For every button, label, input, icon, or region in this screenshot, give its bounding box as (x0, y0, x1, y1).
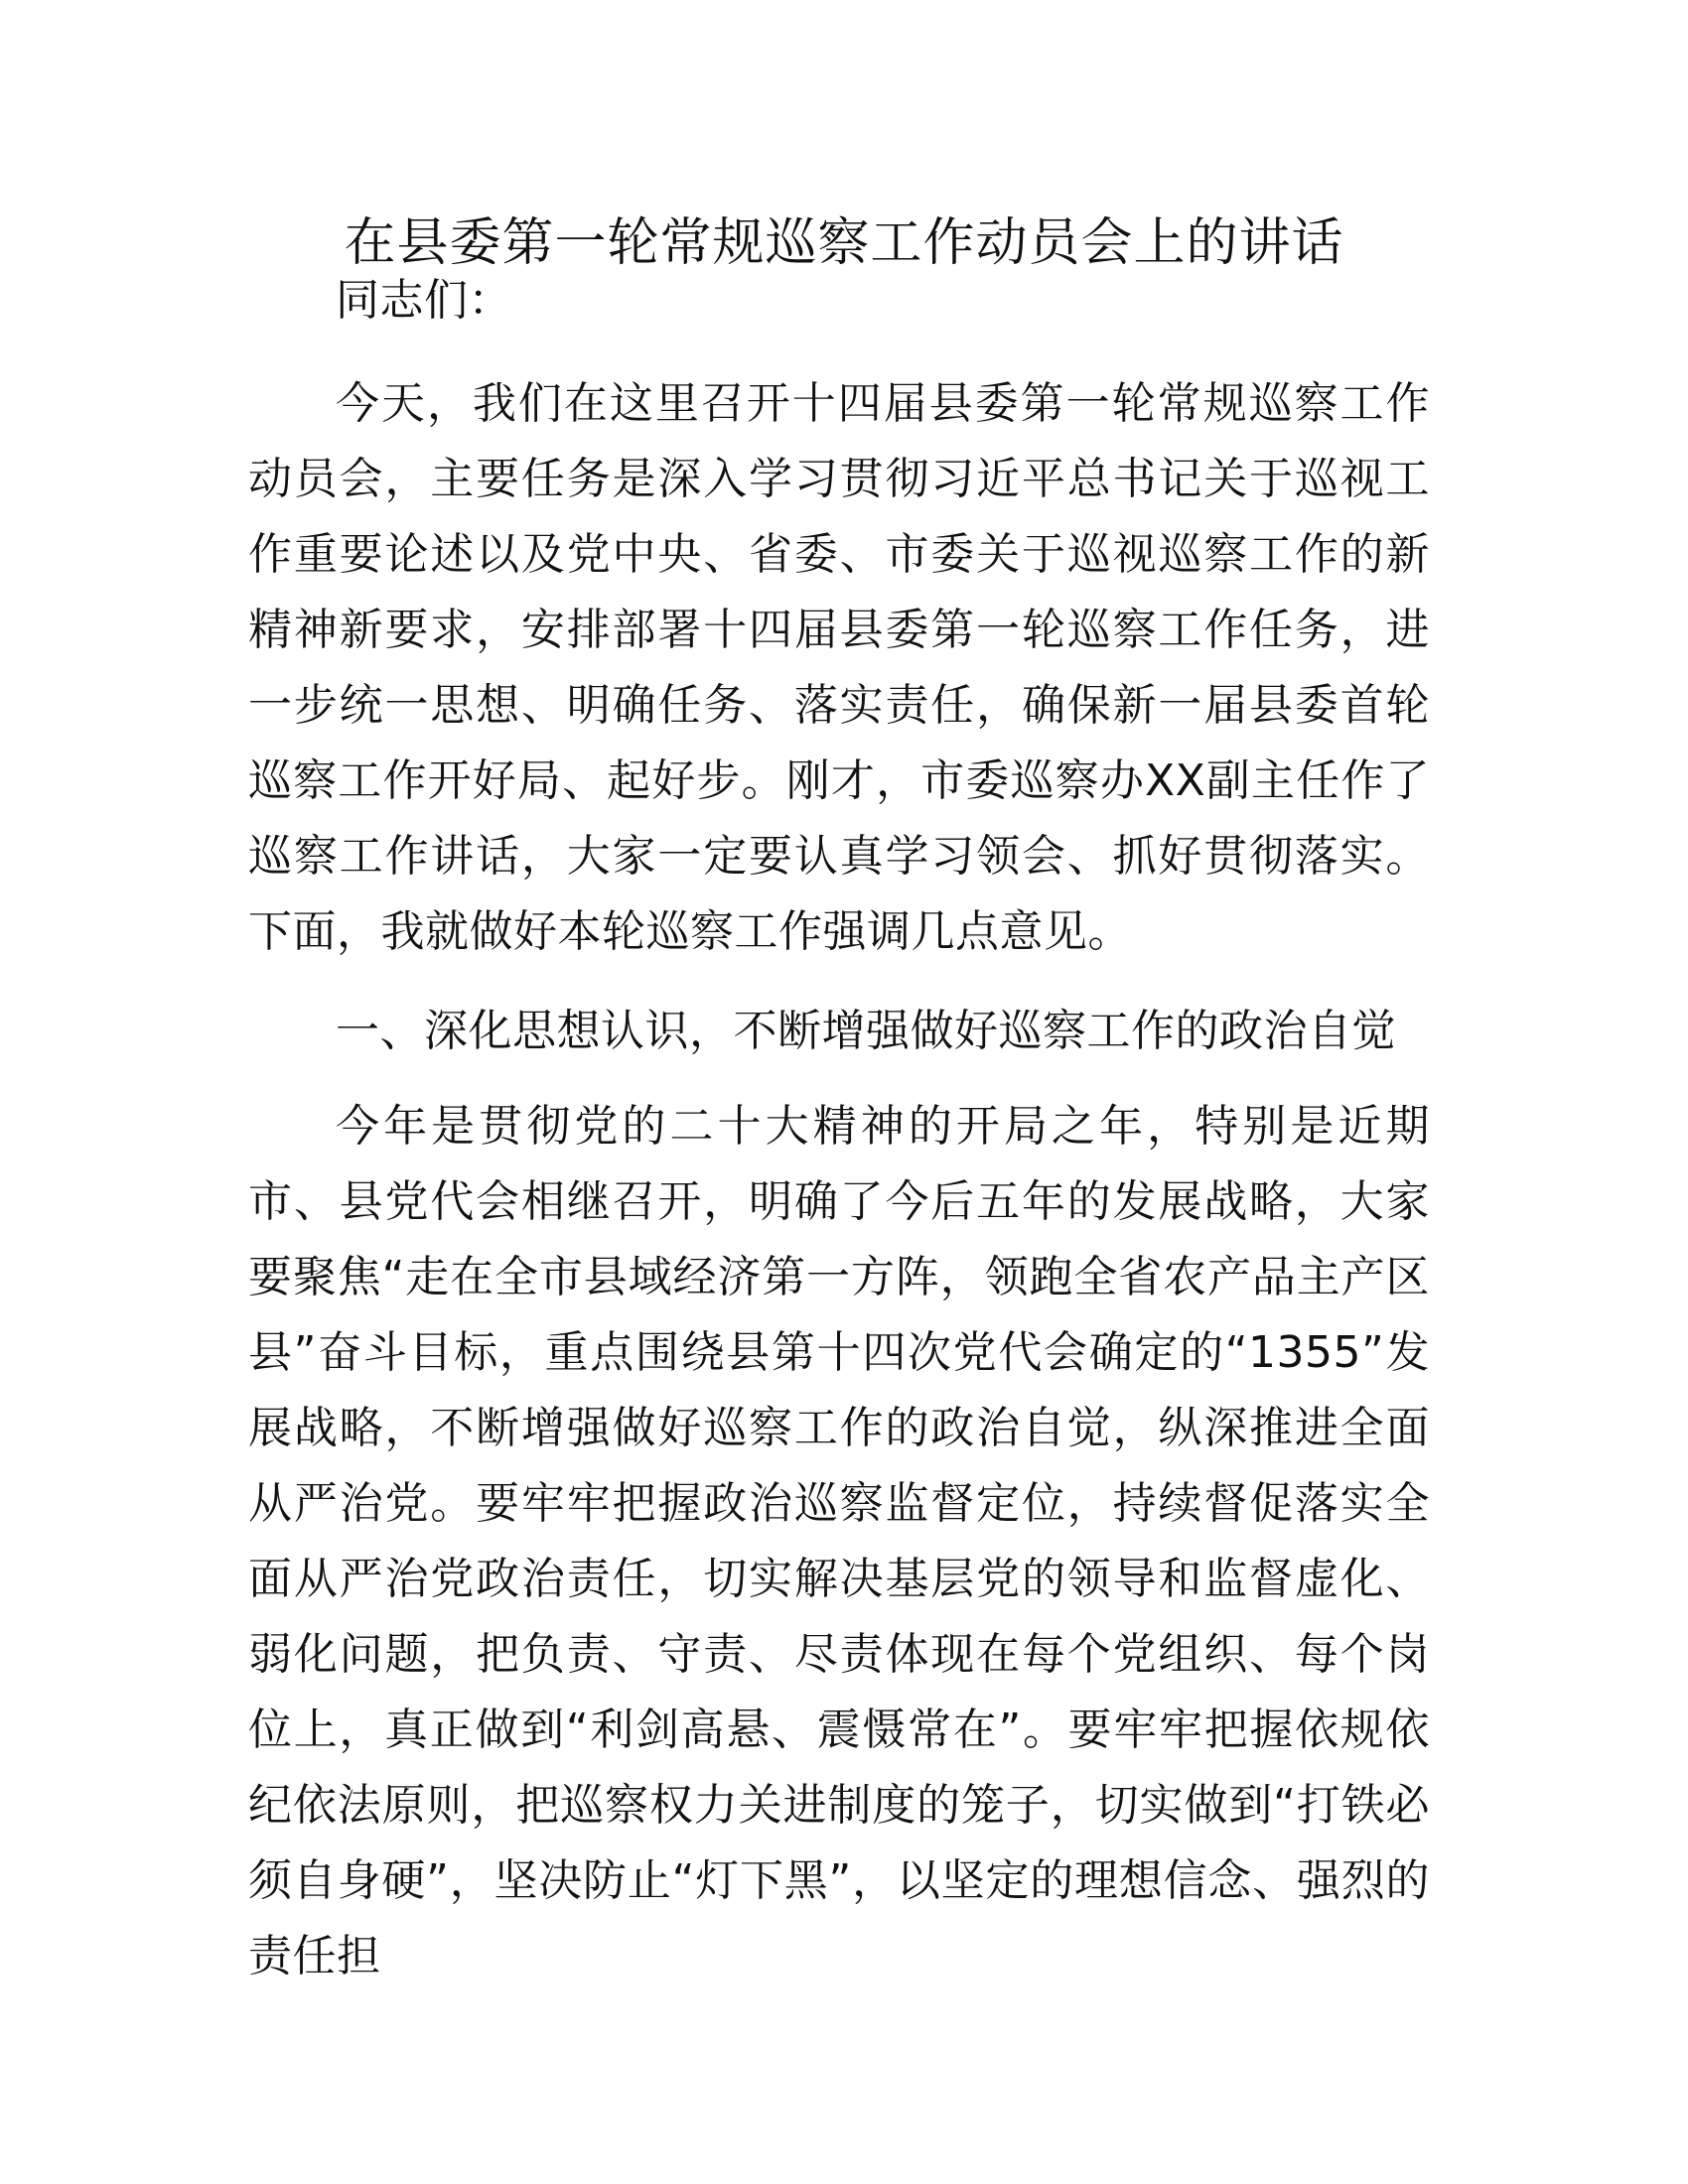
salutation: 同志们： (336, 275, 512, 326)
document-body (248, 263, 1430, 1994)
paragraph-opening: 今天，我们在这里召开十四届县委第一轮常规巡察工作动员会，主要任务是深入学习贯彻习近平总书记关于巡视工作重要论述以及党中央、省委、市委关于巡视巡察工作的新精神新要求，安排部署十四届县委第一轮巡察工作任务，进一步统一思想、明确任务、落实责任，确保新一届县委首轮巡察工作开好局、起好步。刚才，市委巡察办XX副主任作了巡察工作讲话，大家一定要认真学习领会、抓好贯彻落实。下面，我就做好本轮巡察工作强调几点意见。 (248, 378, 1430, 957)
paragraph-section-one: 今年是贯彻党的二十大精神的开局之年，特别是近期市、县党代会相继召开，明确了今后五年的发展战略，大家要聚焦“走在全市县域经济第一方阵，领跑全省农产品主产区县”奋斗目标，重点围绕县第十四次党代会确定的“1355”发展战略，不断增强做好巡察工作的政治自觉，纵深推进全面从严治党。要牢牢把握政治巡察监督定位，持续督促落实全面从严治党政治责任，切实解决基层党的领导和监督虚化、弱化问题，把负责、守责、尽责体现在每个党组织、每个岗位上，真正做到“利剑高悬、震慑常在”。要牢牢把握依规依纪依法原则，把巡察权力关进制度的笼子，切实做到“打铁必须自身硬”，坚决防止“灯下黑”，以坚定的理想信念、强烈的责任担 (248, 1101, 1430, 1981)
section-heading: 一、深化思想认识，不断增强做好巡察工作的政治自觉 (336, 1006, 1396, 1056)
page-title: 在县委第一轮常规巡察工作动员会上的讲话 (344, 213, 1344, 273)
